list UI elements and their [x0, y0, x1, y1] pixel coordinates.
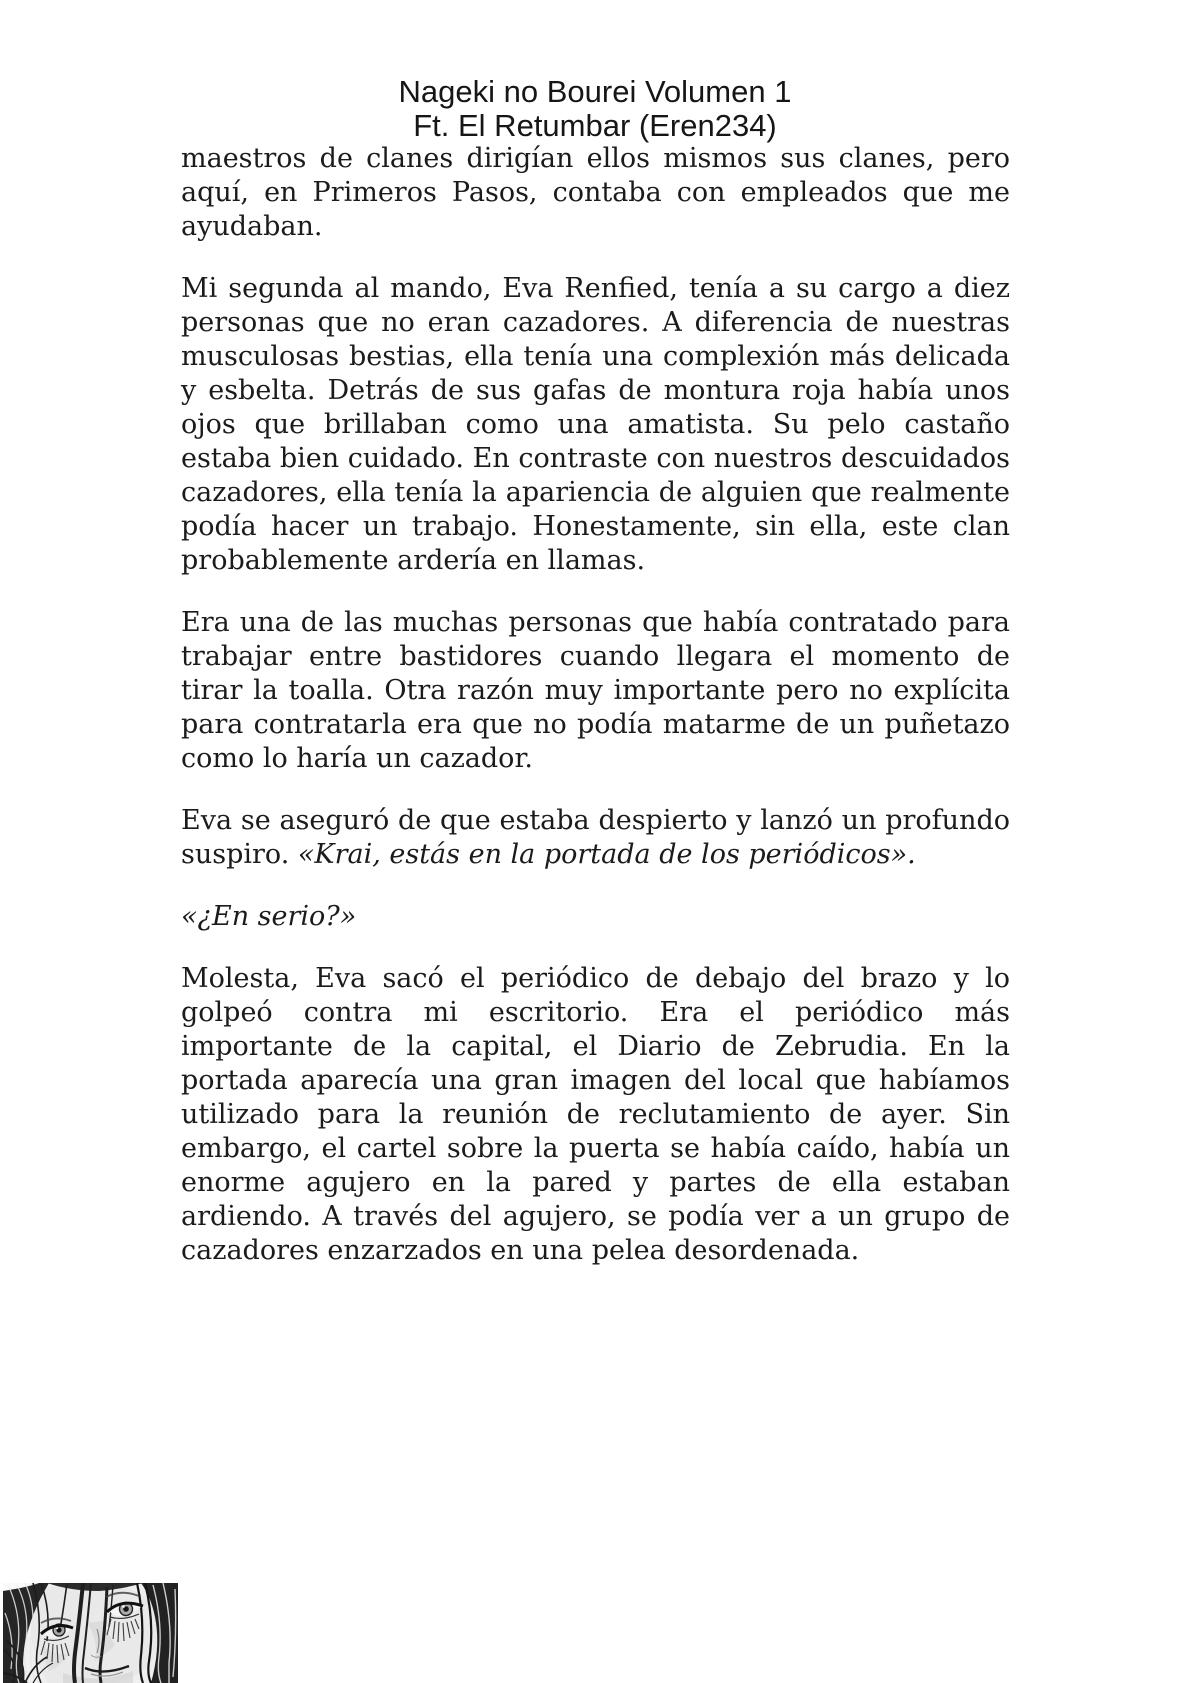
- paragraph: [181, 804, 1010, 872]
- paragraph: [181, 142, 1010, 244]
- document-header: [0, 75, 1190, 143]
- manga-face-image: [3, 1583, 178, 1683]
- manga-face-illustration: [3, 1583, 178, 1683]
- text-segment: Era una de las muchas personas que había contratado para trabajar entre bastidores cuando llegara el momento de tirar la toalla. Otra razón muy importante pero no explícita para contratarla era que no podía matarme de un puñetazo como lo haría un cazador.: [181, 607, 1010, 774]
- text-segment: maestros de clanes dirigían ellos mismos sus clanes, pero aquí, en Primeros Pasos, contaba con empleados que me ayudaban.: [181, 143, 1010, 242]
- text-segment: «Krai, estás en la portada de los periódicos».: [297, 839, 916, 870]
- text-segment: «¿En serio?»: [181, 901, 357, 932]
- paragraph: [181, 606, 1010, 776]
- page-title: Nageki no Bourei Volumen 1: [398, 74, 792, 109]
- body-text: [181, 142, 1010, 1296]
- page-subtitle: Ft. El Retumbar (Eren234): [413, 108, 777, 143]
- text-segment: Mi segunda al mando, Eva Renfied, tenía a su cargo a diez personas que no eran cazadores. A diferencia de nuestras musculosas bestias, ella tenía una complexión más delicada y esbelta. Detrás de sus gafas de montura roja había unos ojos que brillaban como una amatista. Su pelo castaño estaba bien cuidado. En contraste con nuestros descuidados cazadores, ella tenía la apariencia de alguien que realmente podía hacer un trabajo. Honestamente, sin ella, este clan probablemente ardería en llamas.: [181, 273, 1010, 576]
- paragraph: [181, 900, 1010, 934]
- text-segment: Eva se aseguró de que estaba despierto y lanzó un profundo suspiro.: [181, 805, 1010, 870]
- text-segment: Molesta, Eva sacó el periódico de debajo del brazo y lo golpeó contra mi escritorio. Era el periódico más importante de la capital, el Diario de Zebrudia. En la portada aparecía una gran imagen del local que habíamos utilizado para la reunión de reclutamiento de ayer. Sin embargo, el cartel sobre la puerta se había caído, había un enorme agujero en la pared y partes de ella estaban ardiendo. A través del agujero, se podía ver a un grupo de cazadores enzarzados en una pelea desordenada.: [181, 963, 1010, 1266]
- paragraph: [181, 962, 1010, 1268]
- paragraph: [181, 272, 1010, 578]
